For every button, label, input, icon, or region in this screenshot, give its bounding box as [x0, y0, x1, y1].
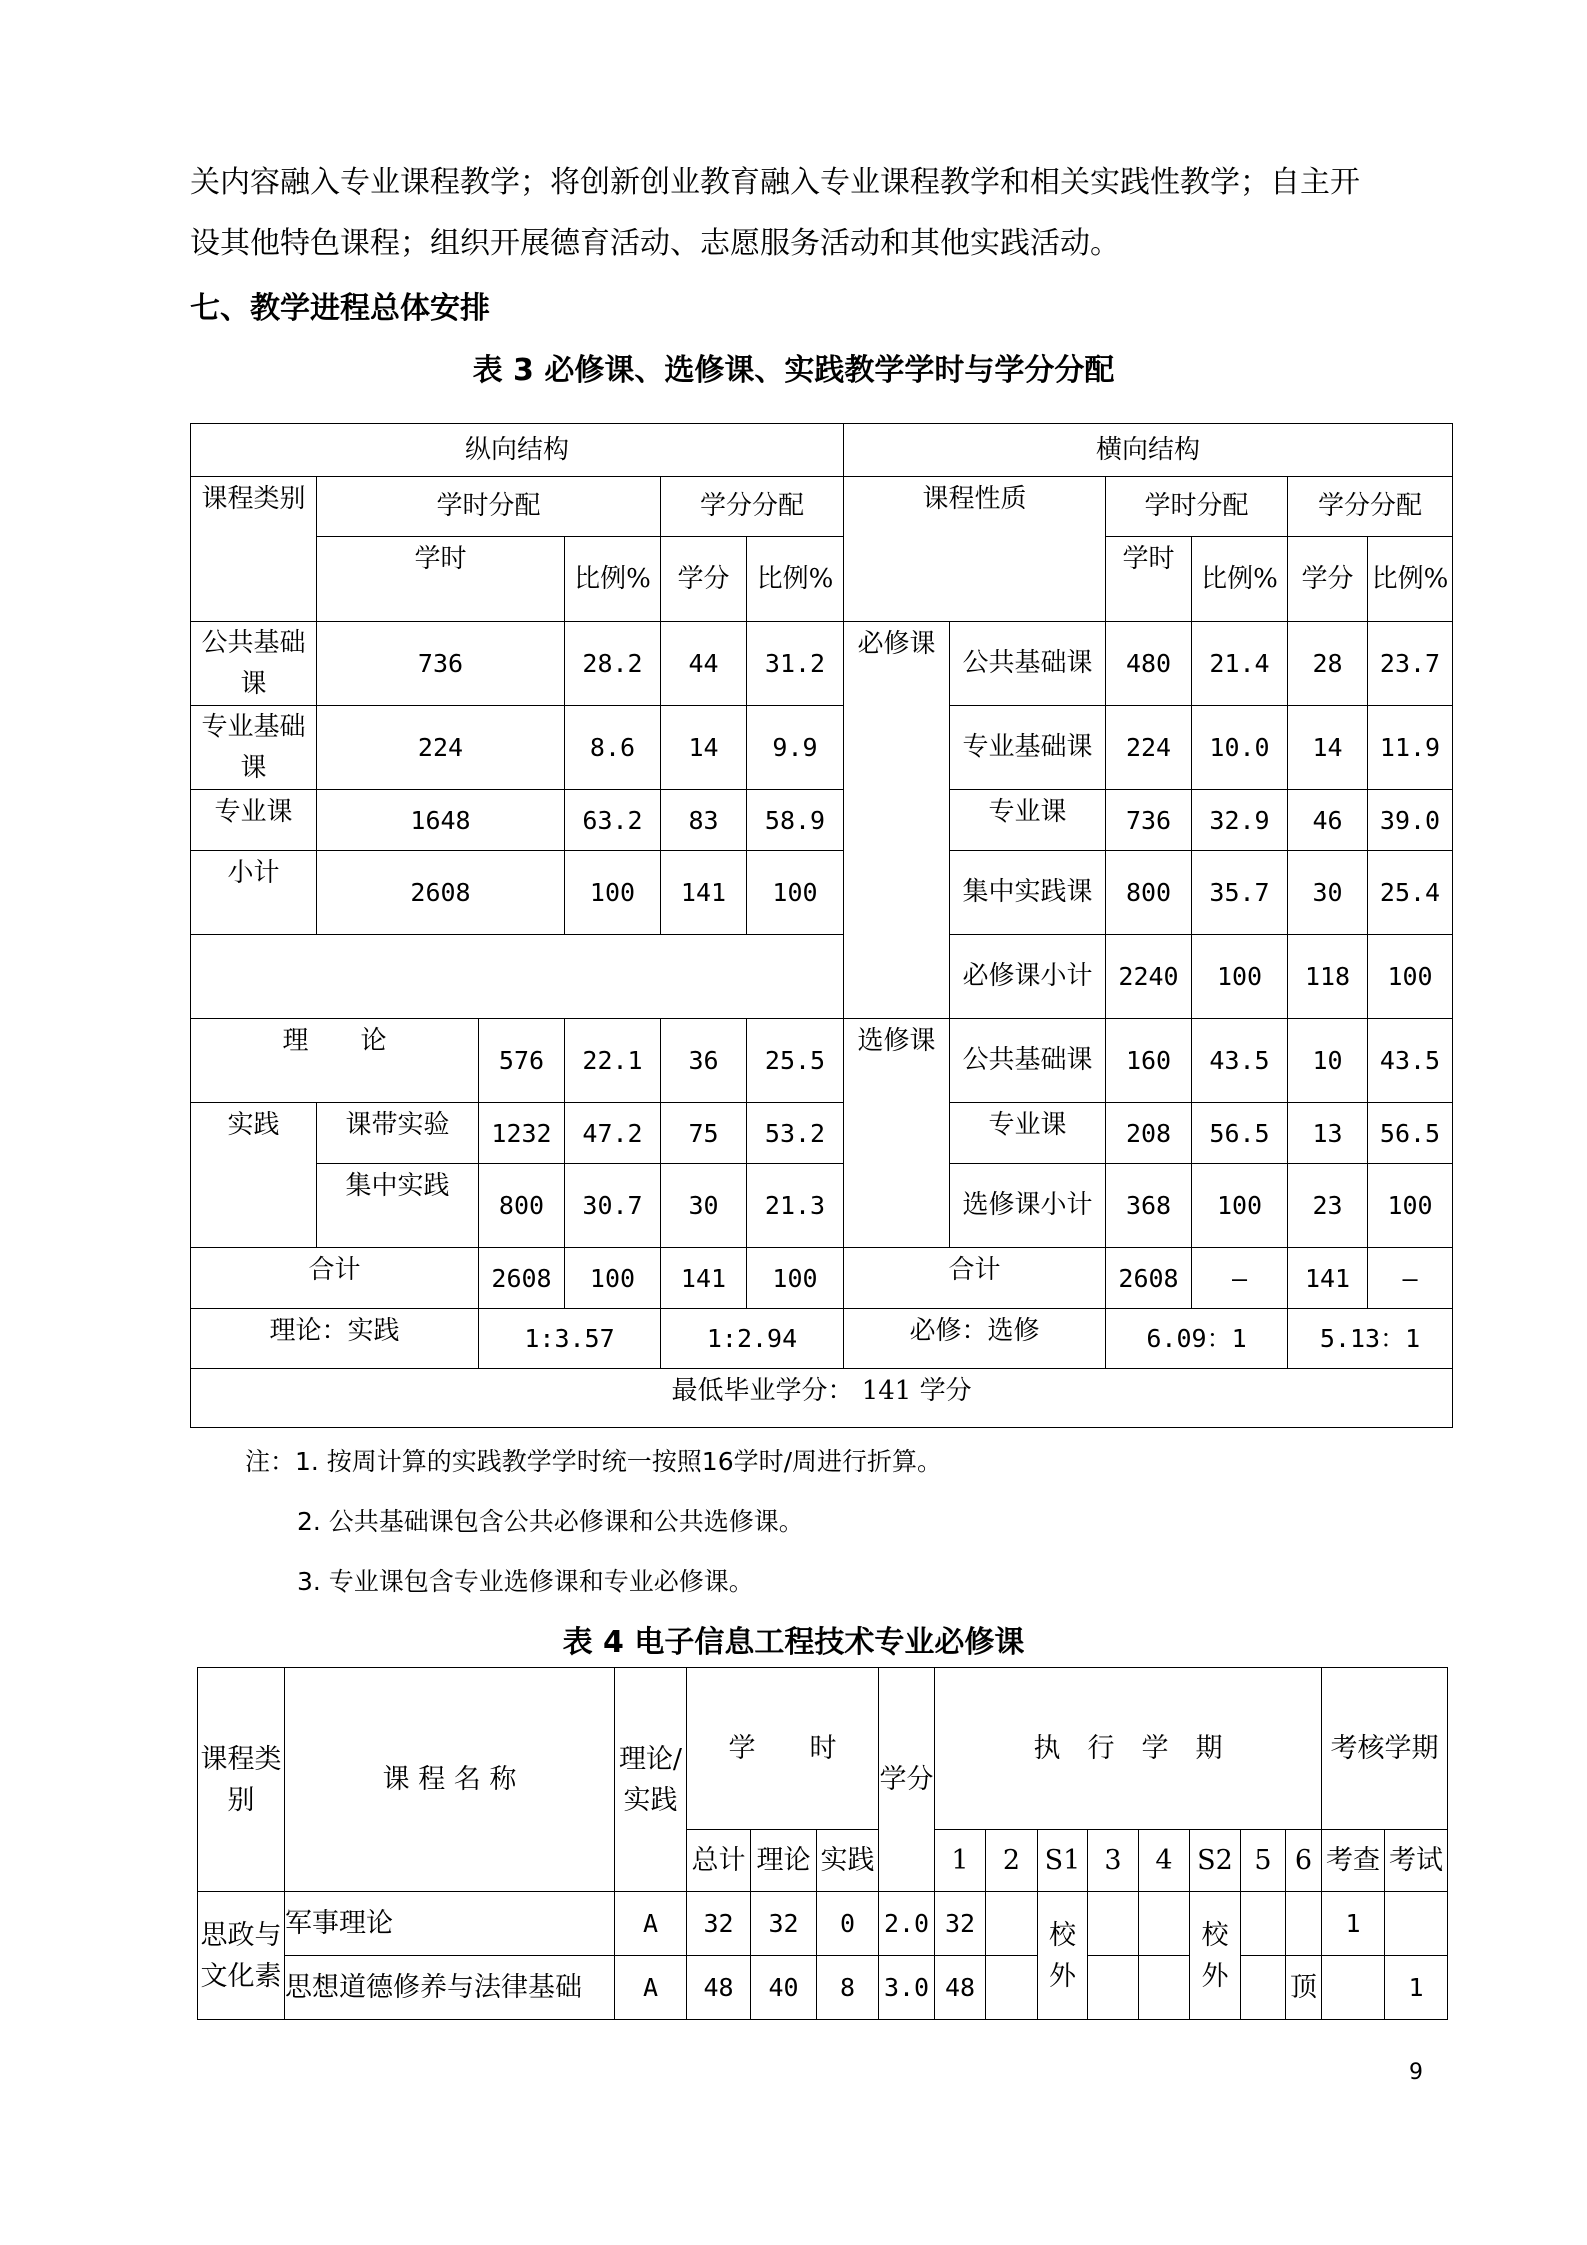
table-row [191, 622, 1453, 706]
cell: 3.0 [879, 1956, 935, 2020]
cell [1322, 1956, 1385, 2020]
cell: 56.5 [1192, 1103, 1288, 1164]
cell: 368 [1106, 1164, 1192, 1248]
cell: 43.5 [1368, 1019, 1453, 1103]
cell: 100 [1192, 935, 1288, 1019]
cell: 224 [1106, 706, 1192, 790]
cell: 48 [935, 1956, 986, 2020]
semester-4-header: 4 [1139, 1830, 1190, 1892]
cell: 100 [747, 851, 844, 935]
cell: 100 [565, 851, 661, 935]
ratio-row [191, 1309, 1453, 1369]
table-row [191, 935, 1453, 1019]
theory-hours-header: 理论 [751, 1830, 817, 1892]
horizontal-structure-header: 横向结构 [844, 424, 1453, 477]
practice-group-label: 实践 [191, 1103, 317, 1248]
row-label: 理 论 [191, 1019, 479, 1103]
cell: 100 [1368, 935, 1453, 1019]
credit-ratio-header-h: 比例% [1368, 537, 1453, 622]
theory-practice-label: 理论：实践 [191, 1309, 479, 1369]
cell: 32.9 [1192, 790, 1288, 851]
required-courses-table [197, 1667, 1448, 2020]
cell: 8.6 [565, 706, 661, 790]
s2-note: 校外 [1190, 1892, 1241, 2020]
row-label: 公共基础课 [950, 1019, 1106, 1103]
row-label: 课带实验 [317, 1103, 479, 1164]
cell: 83 [661, 790, 747, 851]
credit-dist-header-h: 学分分配 [1288, 477, 1453, 537]
required-elective-label: 必修：选修 [844, 1309, 1106, 1369]
cell: 576 [479, 1019, 565, 1103]
cell: 480 [1106, 622, 1192, 706]
cell: 44 [661, 622, 747, 706]
empty-cell [191, 935, 844, 1019]
cell: 6.09：1 [1106, 1309, 1288, 1369]
table3-header-row-2 [191, 477, 1453, 537]
vertical-structure-header: 纵向结构 [191, 424, 844, 477]
cell: 30 [661, 1164, 747, 1248]
semester-6-note: 顶 [1286, 1956, 1322, 2020]
note-3: 3. 专业课包含专业选修课和专业必修课。 [297, 1567, 754, 1596]
course-type-header: 课程类别 [191, 477, 317, 622]
page-number: 9 [1409, 2060, 1423, 2085]
semester-5-header: 5 [1241, 1830, 1286, 1892]
credit-ratio-header: 比例% [747, 537, 844, 622]
cell: 32 [751, 1892, 817, 1956]
table4-caption: 表 4 电子信息工程技术专业必修课 [562, 1625, 1025, 1660]
row-label: 小计 [191, 851, 317, 935]
table4-header-row-1 [198, 1668, 1448, 1830]
cell: 208 [1106, 1103, 1192, 1164]
cell: 2608 [317, 851, 565, 935]
course-name-header: 课 程 名 称 [285, 1668, 615, 1892]
cell: 800 [1106, 851, 1192, 935]
row-label: 必修课小计 [950, 935, 1106, 1019]
cell: 36 [661, 1019, 747, 1103]
credit-dist-header: 学分分配 [661, 477, 844, 537]
course-type-header: 课程类别 [198, 1668, 285, 1892]
table-row [191, 706, 1453, 790]
cell: 0 [817, 1892, 879, 1956]
credit-header: 学分 [879, 1668, 935, 1892]
credit-header-h: 学分 [1288, 537, 1368, 622]
cell: A [615, 1892, 687, 1956]
cell: 13 [1288, 1103, 1368, 1164]
cell: 75 [661, 1103, 747, 1164]
theory-practice-header: 理论/实践 [615, 1668, 687, 1892]
intro-paragraph [190, 152, 1430, 274]
cell: 1:2.94 [661, 1309, 844, 1369]
cell: 14 [1288, 706, 1368, 790]
cell: 1 [1385, 1956, 1448, 2020]
note-1: 注：1. 按周计算的实践教学学时统一按照16学时/周进行折算。 [245, 1447, 943, 1476]
cell: 141 [1288, 1248, 1368, 1309]
table-row [191, 1019, 1453, 1103]
cell: 100 [1192, 1164, 1288, 1248]
table3-header-row-3 [191, 537, 1453, 622]
cell: 141 [661, 851, 747, 935]
check-header: 考查 [1322, 1830, 1385, 1892]
cell: 1648 [317, 790, 565, 851]
section-heading: 七、教学进程总体安排 [190, 291, 490, 326]
cell: 160 [1106, 1019, 1192, 1103]
cell: 32 [935, 1892, 986, 1956]
row-label: 公共基础课 [950, 622, 1106, 706]
course-name: 思想道德修养与法律基础 [285, 1956, 615, 2020]
semester-6-header: 6 [1286, 1830, 1322, 1892]
cell [1088, 1956, 1139, 2020]
note-2: 2. 公共基础课包含公共必修课和公共选修课。 [297, 1507, 804, 1536]
cell: A [615, 1956, 687, 2020]
cell: 25.5 [747, 1019, 844, 1103]
cell: 11.9 [1368, 706, 1453, 790]
cell: – [1192, 1248, 1288, 1309]
cell: 10.0 [1192, 706, 1288, 790]
table3-notes [245, 1432, 942, 1612]
cell: 14 [661, 706, 747, 790]
cell: 31.2 [747, 622, 844, 706]
cell: 100 [747, 1248, 844, 1309]
cell: 53.2 [747, 1103, 844, 1164]
total-label: 合计 [844, 1248, 1106, 1309]
cell: 47.2 [565, 1103, 661, 1164]
cell: 9.9 [747, 706, 844, 790]
cell [986, 1892, 1038, 1956]
cell: 2608 [1106, 1248, 1192, 1309]
footer-row [191, 1369, 1453, 1428]
cell: 8 [817, 1956, 879, 2020]
cell: 30.7 [565, 1164, 661, 1248]
category-cell: 思政与文化素 [198, 1892, 285, 2020]
hours-ratio-header-h: 比例% [1192, 537, 1288, 622]
cell: 21.3 [747, 1164, 844, 1248]
hours-ratio-header: 比例% [565, 537, 661, 622]
table-row [198, 1892, 1448, 1956]
cell [1088, 1892, 1139, 1956]
table-row [191, 790, 1453, 851]
total-hours-header: 总计 [687, 1830, 751, 1892]
cell: 32 [687, 1892, 751, 1956]
course-name: 军事理论 [285, 1892, 615, 1956]
practice-hours-header: 实践 [817, 1830, 879, 1892]
cell: 1232 [479, 1103, 565, 1164]
cell: 58.9 [747, 790, 844, 851]
cell: 736 [317, 622, 565, 706]
cell: 800 [479, 1164, 565, 1248]
cell: 39.0 [1368, 790, 1453, 851]
row-label: 专业基础课 [191, 706, 317, 790]
cell: 2.0 [879, 1892, 935, 1956]
cell: 5.13：1 [1288, 1309, 1453, 1369]
semester-s2-header: S2 [1190, 1830, 1241, 1892]
cell [986, 1956, 1038, 2020]
semester-header: 执 行 学 期 [935, 1668, 1322, 1830]
cell: 2608 [479, 1248, 565, 1309]
cell: 23.7 [1368, 622, 1453, 706]
total-label: 合计 [191, 1248, 479, 1309]
cell: 28 [1288, 622, 1368, 706]
cell [1241, 1956, 1286, 2020]
cell: 43.5 [1192, 1019, 1288, 1103]
cell: 48 [687, 1956, 751, 2020]
hours-header: 学 时 [687, 1668, 879, 1830]
cell [1286, 1892, 1322, 1956]
min-graduation-credits: 最低毕业学分： 141 学分 [191, 1369, 1453, 1428]
cell: 736 [1106, 790, 1192, 851]
cell: 100 [565, 1248, 661, 1309]
cell: 2240 [1106, 935, 1192, 1019]
table-row [198, 1956, 1448, 2020]
cell [1139, 1956, 1190, 2020]
semester-3-header: 3 [1088, 1830, 1139, 1892]
elective-group-label: 选修课 [844, 1019, 950, 1248]
cell: 23 [1288, 1164, 1368, 1248]
hours-dist-header-h: 学时分配 [1106, 477, 1288, 537]
credit-distribution-table [190, 423, 1453, 1428]
table-row [191, 851, 1453, 935]
intro-line-2: 设其他特色课程；组织开展德育活动、志愿服务活动和其他实践活动。 [190, 226, 1120, 261]
cell: 35.7 [1192, 851, 1288, 935]
cell: 25.4 [1368, 851, 1453, 935]
row-label: 专业课 [191, 790, 317, 851]
cell [1385, 1892, 1448, 1956]
cell: 40 [751, 1956, 817, 2020]
row-label: 公共基础课 [191, 622, 317, 706]
course-nature-header: 课程性质 [844, 477, 1106, 622]
table-row [191, 1164, 1453, 1248]
cell: 1 [1322, 1892, 1385, 1956]
cell: 28.2 [565, 622, 661, 706]
row-label: 选修课小计 [950, 1164, 1106, 1248]
cell: 100 [1368, 1164, 1453, 1248]
table-row [191, 1248, 1453, 1309]
semester-1-header: 1 [935, 1830, 986, 1892]
cell: 63.2 [565, 790, 661, 851]
row-label: 专业课 [950, 1103, 1106, 1164]
row-label: 专业基础课 [950, 706, 1106, 790]
cell: 22.1 [565, 1019, 661, 1103]
table3-caption: 表 3 必修课、选修课、实践教学学时与学分分配 [472, 353, 1115, 388]
cell [1241, 1892, 1286, 1956]
test-header: 考试 [1385, 1830, 1448, 1892]
intro-line-1: 关内容融入专业课程教学；将创新创业教育融入专业课程教学和相关实践性教学；自主开 [190, 165, 1360, 200]
semester-s1-header: S1 [1038, 1830, 1088, 1892]
required-group-label: 必修课 [844, 622, 950, 1019]
cell: 118 [1288, 935, 1368, 1019]
cell: 141 [661, 1248, 747, 1309]
hours-header: 学时 [317, 537, 565, 622]
table-row [191, 1103, 1453, 1164]
cell: 224 [317, 706, 565, 790]
cell: 21.4 [1192, 622, 1288, 706]
cell: – [1368, 1248, 1453, 1309]
semester-2-header: 2 [986, 1830, 1038, 1892]
cell: 56.5 [1368, 1103, 1453, 1164]
row-label: 专业课 [950, 790, 1106, 851]
cell [1139, 1892, 1190, 1956]
hours-header-h: 学时 [1106, 537, 1192, 622]
credit-header: 学分 [661, 537, 747, 622]
cell: 10 [1288, 1019, 1368, 1103]
table3-header-row-1 [191, 424, 1453, 477]
hours-dist-header: 学时分配 [317, 477, 661, 537]
s1-note: 校外 [1038, 1892, 1088, 2020]
cell: 1:3.57 [479, 1309, 661, 1369]
row-label: 集中实践 [317, 1164, 479, 1248]
row-label: 集中实践课 [950, 851, 1106, 935]
cell: 30 [1288, 851, 1368, 935]
cell: 46 [1288, 790, 1368, 851]
exam-semester-header: 考核学期 [1322, 1668, 1448, 1830]
